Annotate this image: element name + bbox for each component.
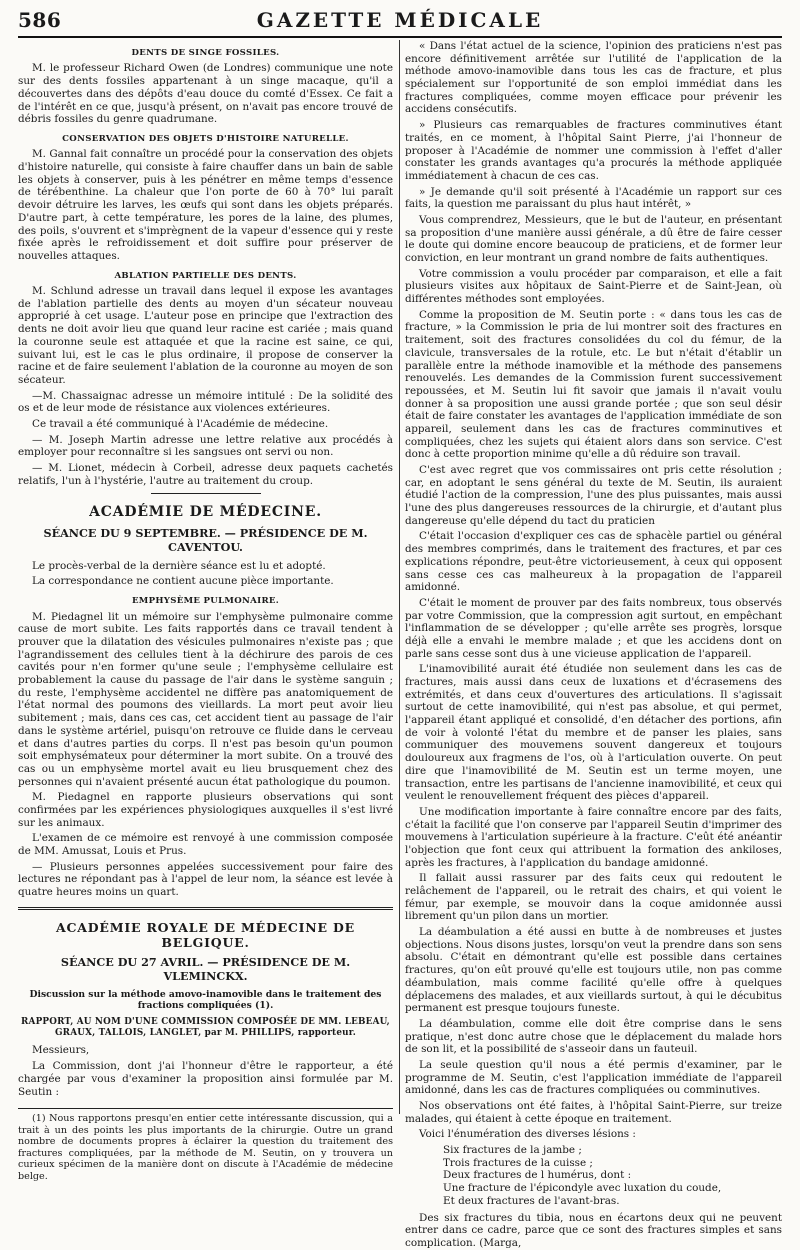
paragraph: Une modification importante à faire connaître encore par des faits, c'était la facilité que l'on conserve par l'appareil Seutin d'imprimer des mouvemens à l'articulation supérieure à la fracture. C'eût été anéantir l'objection que font ceux qui attribuent la formation des ankiloses, après les fractures, à l'application du bandage amidonné. [405, 805, 782, 869]
paragraph: Vous comprendrez, Messieurs, que le but de l'auteur, en présentant sa proposition d'une manière aussi générale, a dû être de faire cesser le doute qui domine encore beaucoup de praticiens, et de former leur conviction, en leur montrant un grand nombre de faits authentiques. [405, 213, 782, 264]
paragraph: — Plusieurs personnes appelées successivement pour faire des lectures ne répondant pas à l'appel de leur nom, la séance est levée à quatre heures moins un quart. [18, 860, 393, 899]
list-item: Trois fractures de la cuisse ; [443, 1156, 593, 1169]
paragraph: —M. Chassaignac adresse un mémoire intitulé : De la solidité des os et de leur mode de résistance aux violences extérieures. [18, 389, 393, 415]
paragraph: Des six fractures du tibia, nous en écartons deux qui ne peuvent entrer dans ce cadre, parce que ce sont des fractures simples et sans complication. (Marga, [405, 1211, 782, 1249]
salutation: Messieurs, [32, 1044, 90, 1057]
paragraph: C'était l'occasion d'expliquer ces cas de sphacèle partiel ou général des membres comprimés, dans le traitement des fractures, et par ces explications répondre, peut-être victorieusement, à ceux qui opposent sans cesse ces cas malheureux à la propagation de l'appareil amidonné. [405, 530, 782, 594]
column-divider [399, 40, 400, 1114]
left-column [18, 40, 393, 1182]
paragraph: M. Piedagnel en rapporte plusieurs observations qui sont confirmées par les expériences physiologiques auxquelles il s'est livré sur les animaux. [18, 791, 393, 829]
paragraph: M. Schlund adresse un travail dans lequel il expose les avantages de l'ablation partielle des dents au moyen d'un sécateur nouveau approprié à cet usage. L'auteur pose en principe que l'extraction des dents ne doit avoir lieu que quand leur racine est cariée ; mais quand la couronne seule est attaquée et que la racine est saine, ce qui, suivant lui, est le cas le plus ordinaire, il propose de conserver la racine et de faire seulement l'ablation de la couronne au moyen de son sécateur. [18, 285, 393, 386]
paragraph: M. Gannal fait connaître un procédé pour la conservation des objets d'histoire naturelle, qui consiste à faire chauffer dans un bain de sable les objets à conserver, puis à les pénétrer en même temps d'essence de térébenthine. La chaleur que l'on porte de 60 à 70° lui paraît devoir détruire les larves, les œufs qui sont dans les objets préparés. D'autre part, à cette température, les pores de la laine, des plumes, des poils, s'ouvrent et s'imprègnent de la vapeur d'essence qui y reste fixée après le refroidissement et doit suffire pour préserver de nouvelles attaques. [18, 148, 393, 262]
section-title: ABLATION PARTIELLE DES DENTS. [114, 270, 297, 281]
paragraph: L'examen de ce mémoire est renvoyé à une commission composée de MM. Amussat, Louis et Prus. [18, 832, 393, 858]
paragraph: Votre commission a voulu procéder par comparaison, et elle a fait plusieurs visites aux hôpitaux de Saint-Pierre et de Saint-Jean, où différentes méthodes sont employées. [405, 267, 782, 306]
footnote-rule [18, 1108, 393, 1109]
list-item: Une fracture de l'épicondyle avec luxation du coude, [443, 1182, 722, 1195]
paragraph: Voici l'énumération des diverses lésions : [419, 1128, 636, 1141]
quoted-proposition: » Plusieurs cas remarquables de fractures comminutives étant traités, en ce moment, à l'hôpital Saint Pierre, j'ai l'honneur de proposer à l'Académie de nommer une commission à l'effet d'aller constater les grands avantages qu'a procurés la méthode appliquée immédiatement à chacun de ces cas. [405, 119, 782, 182]
page-number: 586 [18, 8, 62, 32]
right-column [405, 40, 782, 1249]
paragraph: — M. Lionet, médecin à Corbeil, adresse deux paquets cachetés relatifs, l'un à l'hystérie, l'autre au traitement du croup. [18, 462, 393, 487]
paragraph: La déambulation, comme elle doit être comprise dans le sens pratique, n'est donc autre chose que le déplacement du malade hors de son lit, et la possibilité de s'asseoir dans un fauteuil. [405, 1017, 782, 1056]
section-title: EMPHYSÈME PULMONAIRE. [131, 596, 280, 607]
list-item: Deux fractures de l humérus, dont : [443, 1169, 632, 1182]
paragraph: La Commission, dont j'ai l'honneur d'être le rapporteur, a été chargée par vous d'examiner la proposition ainsi formulée par M. Seutin : [18, 1060, 393, 1098]
report-heading: RAPPORT, AU NOM D'UNE COMMISSION COMPOSÉE DE MM. LEBEAU, GRAUX, TALLOIS, LANGLET, par M. PHILLIPS, rapporteur. [21, 1017, 390, 1038]
separator [18, 907, 393, 910]
paragraph: C'était le moment de prouver par des faits nombreux, tous observés par votre Commission, que la compression agit surtout, en empêchant l'inflammation de se développer ; qu'elle arrête ses progrès, lorsque déjà elle a envahi le membre malade ; et que les accidens dont on parle sans cesse sont dus à une vicieuse application de l'appareil. [405, 596, 782, 660]
list-item: Six fractures de la jambe ; [443, 1144, 582, 1157]
paragraph: La seule question qu'il nous a été permis d'examiner, par le programme de M. Seutin, c'est l'application immédiate de l'appareil amidonné, dans les cas de fractures compliquées ou comminutives. [405, 1058, 782, 1097]
paragraph: M. Piedagnel lit un mémoire sur l'emphysème pulmonaire comme cause de mort subite. Les faits rapportés dans ce travail tendent à prouver que la dilatation des vésicules pulmonaires n'existe pas ; que l'agrandissement des cellules tient à la déchirure des parois de ces cavités pour n'en former qu'une seule ; l'emphysème cellulaire est probablement la cause du passage de l'air dans le système sanguin ; du reste, l'emphysème accidentel ne diffère pas anatomiquement de l'état normal des poumons des vieillards. La mort peut avoir lieu subitement ; mais, dans ces cas, cet accident tient au passage de l'air dans le système artériel, puisqu'on retrouve ce fluide dans le cerveau et dans d'autres parties du corps. Il n'est pas besoin qu'un poumon soit emphysémateux pour déterminer la mort subite. On a trouvé des cas ou un emphysème mortel avait eu lieu brusquement chez des personnes qui n'avaient présenté aucun état pathologique du poumon. [18, 610, 393, 788]
footnote: (1) Nous rapportons presqu'en entier cette intéressante discussion, qui a trait à un des points les plus importants de la chirurgie. Outre un grand nombre de documents propres à éclairer la question du traitement des fractures compliquées, par la méthode de M. Seutin, on y trouvera un curieux spécimen de la manière dont on discute à l'Académie de médecine belge. [18, 1113, 393, 1182]
header-rule [18, 36, 782, 38]
separator [151, 493, 261, 494]
paragraph: Nos observations ont été faites, à l'hôpital Saint-Pierre, sur treize malades, qui étaient à cette époque en traitement. [405, 1100, 782, 1125]
paragraph: Il fallait aussi rassurer par des faits ceux qui redoutent le relâchement de l'appareil, ou le retrait des chairs, et qui voient le fémur, par exemple, se mouvoir dans la coque amidonnée aussi librement qu'un pilon dans un mortier. [405, 872, 782, 923]
paragraph: — M. Joseph Martin adresse une lettre relative aux procédés à employer pour reconnaître si les sangsues ont servi ou non. [18, 433, 393, 459]
lesion-list [443, 1144, 782, 1207]
page-header [18, 8, 782, 34]
journal-title: GAZETTE MÉDICALE [256, 8, 544, 32]
paragraph: L'inamovibilité aurait été étudiée non seulement dans les cas de fractures, mais aussi dans ceux de luxations et d'écrasemens des extrémités, et dans ceux d'ouvertures des articulations. Il s'agissait surtout de cette inamovibilité, qui n'est pas absolue, et qui permet, l'appareil étant appliqué et consolidé, d'en détacher des portions, afin de voir à volonté l'état du membre et de panser les plaies, sans communiquer des mouvemens souvent dangereux et toujours douloureux aux fragmens de l'os, où à l'articulation ouverte. On peut dire que l'inamovibilité de M. Seutin est un terme moyen, une transaction, entre les partisans de l'ancienne inamovibilité, et ceux qui veulent le renouvellement fréquent des pièces d'appareil. [405, 663, 782, 803]
paragraph: C'est avec regret que vos commissaires ont pris cette résolution ; car, en adoptant le sens général du texte de M. Seutin, ils auraient étudié l'action de la compression, l'une des plus puissantes, mais aussi l'une des plus dangereuses ressources de la chirurgie, et d'autant plus dangereuse qu'elle dépend du tact du praticien [405, 464, 782, 527]
quoted-proposition: « Dans l'état actuel de la science, l'opinion des praticiens n'est pas encore définitivement arrêtée sur l'utilité de l'application de la méthode amovo-inamovible dans tous les cas de fracture, et plus spécialement sur l'opportunité de son emploi immédiat dans les fractures compliquées, comme moyen efficace pour prévenir les accidens consécutifs. [405, 40, 782, 116]
section-title: DENTS DE SINGE FOSSILES. [131, 48, 280, 58]
discussion-heading: Discussion sur la méthode amovo-inamovible dans le traitement des fractions compliquées (1). [29, 988, 382, 1011]
section-title: CONSERVATION DES OBJETS D'HISTOIRE NATURELLE. [62, 133, 349, 144]
paragraph: M. le professeur Richard Owen (de Londres) communique une note sur des dents fossiles appartenant à un singe macaque, qu'il a découvertes dans des dépôts d'eau douce du comté d'Essex. Ce fait a de l'intérêt en ce que, jusqu'à présent, on n'avait pas encore trouvé de débris fossiles du genre quadrumane. [18, 62, 393, 126]
session-heading: SÉANCE DU 27 AVRIL. — PRÉSIDENCE DE M. VLEMINCKX. [60, 955, 351, 983]
session-heading: SÉANCE DU 9 SEPTEMBRE. — PRÉSIDENCE DE M. CAVENTOU. [43, 526, 368, 555]
academy-heading: ACADÉMIE ROYALE DE MÉDECINE DE BELGIQUE. [56, 919, 355, 951]
paragraph: Comme la proposition de M. Seutin porte : « dans tous les cas de fracture, » la Commission le pria de lui montrer soit des fractures en traitement, soit des fractures consolidées du col du fémur, de la clavicule, transversales de la rotule, etc. Le but n'était d'établir un parallèle entre la méthode inamovible et la méthode des pansemens renouvelés. Les demandes de la Commission furent successivement repoussées, et M. Seutin lui fit savoir que jamais il n'avait voulu donner à sa proposition une aussi grande portée ; que son seul désir était de faire constater les avantages de l'application immédiate de son appareil, seulement dans les cas de fractures comminutives et compliquées, chez les sujets qui étaient alors dans son service. C'est donc à cette proportion minime qu'elle a dû réduire son travail. [405, 308, 782, 461]
paragraph: Ce travail a été communiqué à l'Académie de médecine. [32, 417, 329, 430]
paragraph: La déambulation a été aussi en butte à de nombreuses et justes objections. Nous disons justes, lorsqu'on veut la prendre dans son sens absolu. C'était en démontrant qu'elle est possible dans certaines fractures, qu'on eût prouvé qu'elle est toujours utile, non pas comme déambulation, mais comme facilité qu'elle offre à quelques déplacemens des malades, et aux vieillards surtout, à qui le décubitus permanent est presque toujours funeste. [405, 926, 782, 1015]
list-item: Et deux fractures de l'avant-bras. [443, 1194, 620, 1207]
paragraph: La correspondance ne contient aucune pièce importante. [32, 575, 334, 588]
quoted-proposition: » Je demande qu'il soit présenté à l'Académie un rapport sur ces faits, la question me paraissant du plus haut intérêt, » [405, 185, 782, 211]
academy-heading: ACADÉMIE DE MÉDECINE. [89, 504, 322, 521]
paragraph: Le procès-verbal de la dernière séance est lu et adopté. [32, 559, 326, 572]
